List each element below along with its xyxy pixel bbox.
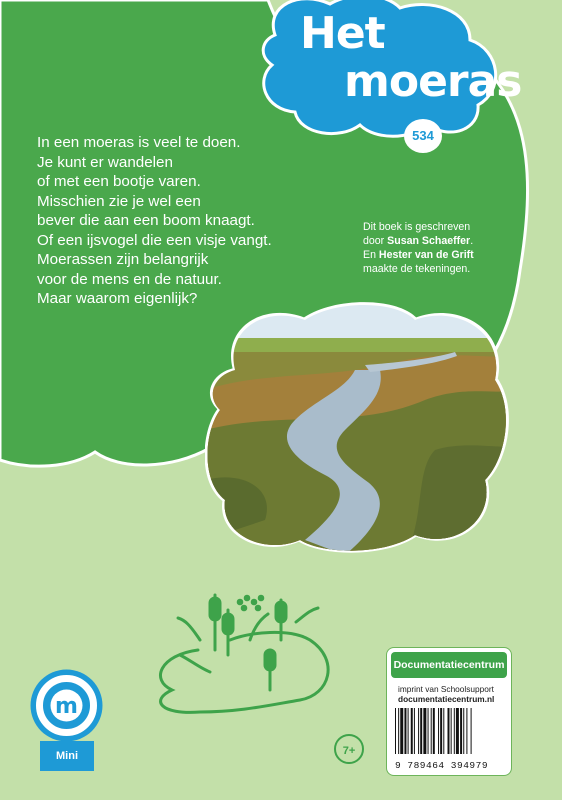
- blurb-line: Moerassen zijn belangrijk: [37, 251, 209, 268]
- credits-text: .: [470, 235, 474, 247]
- author-name: Susan Schaeffer: [387, 235, 471, 247]
- marsh-photo: [205, 300, 510, 555]
- blurb-line: voor de mens en de natuur.: [37, 270, 222, 288]
- blurb-line: Je kunt er wandelen: [37, 153, 173, 171]
- blurb-line: of met een bootje varen.: [37, 173, 201, 190]
- title-line-1: Het: [300, 8, 385, 59]
- publisher-name: Documentatiecentrum: [391, 652, 507, 678]
- book-title: [300, 8, 522, 107]
- credits: [363, 220, 533, 276]
- publisher-url: documentatiecentrum.nl: [398, 694, 495, 704]
- barcode: [395, 708, 503, 754]
- series-logo: [29, 668, 106, 771]
- blurb-line: In een moeras is veel te doen.: [37, 134, 241, 151]
- svg-text:m: m: [55, 694, 78, 719]
- series-number-badge: 534: [404, 119, 442, 153]
- series-label: Mini: [40, 741, 94, 771]
- isbn-number: 9 789464 394979: [395, 760, 489, 771]
- illustrator-name: Hester van de Grift: [378, 249, 474, 261]
- blurb-line: bever die aan een boom knaagt.: [37, 212, 255, 229]
- credits-text: maakte de tekeningen.: [363, 263, 471, 275]
- title-line-2: moeras: [344, 56, 522, 107]
- marsh-illustration: [160, 595, 328, 712]
- blurb-line: Misschien zie je wel een: [37, 192, 201, 210]
- series-logo-icon: [29, 668, 104, 743]
- blurb-line: Of een ijsvogel die een visje vangt.: [37, 231, 272, 249]
- blurb-line: Maar waarom eigenlijk?: [37, 290, 198, 307]
- age-badge: 7+: [334, 734, 364, 764]
- credits-text: door: [363, 235, 385, 247]
- credits-text: Dit boek is geschreven: [363, 221, 471, 233]
- credits-text: En: [363, 249, 376, 261]
- publisher-imprint: imprint van Schoolsupport: [398, 684, 494, 694]
- back-cover-blurb: [37, 133, 337, 309]
- publisher-box: [387, 648, 511, 775]
